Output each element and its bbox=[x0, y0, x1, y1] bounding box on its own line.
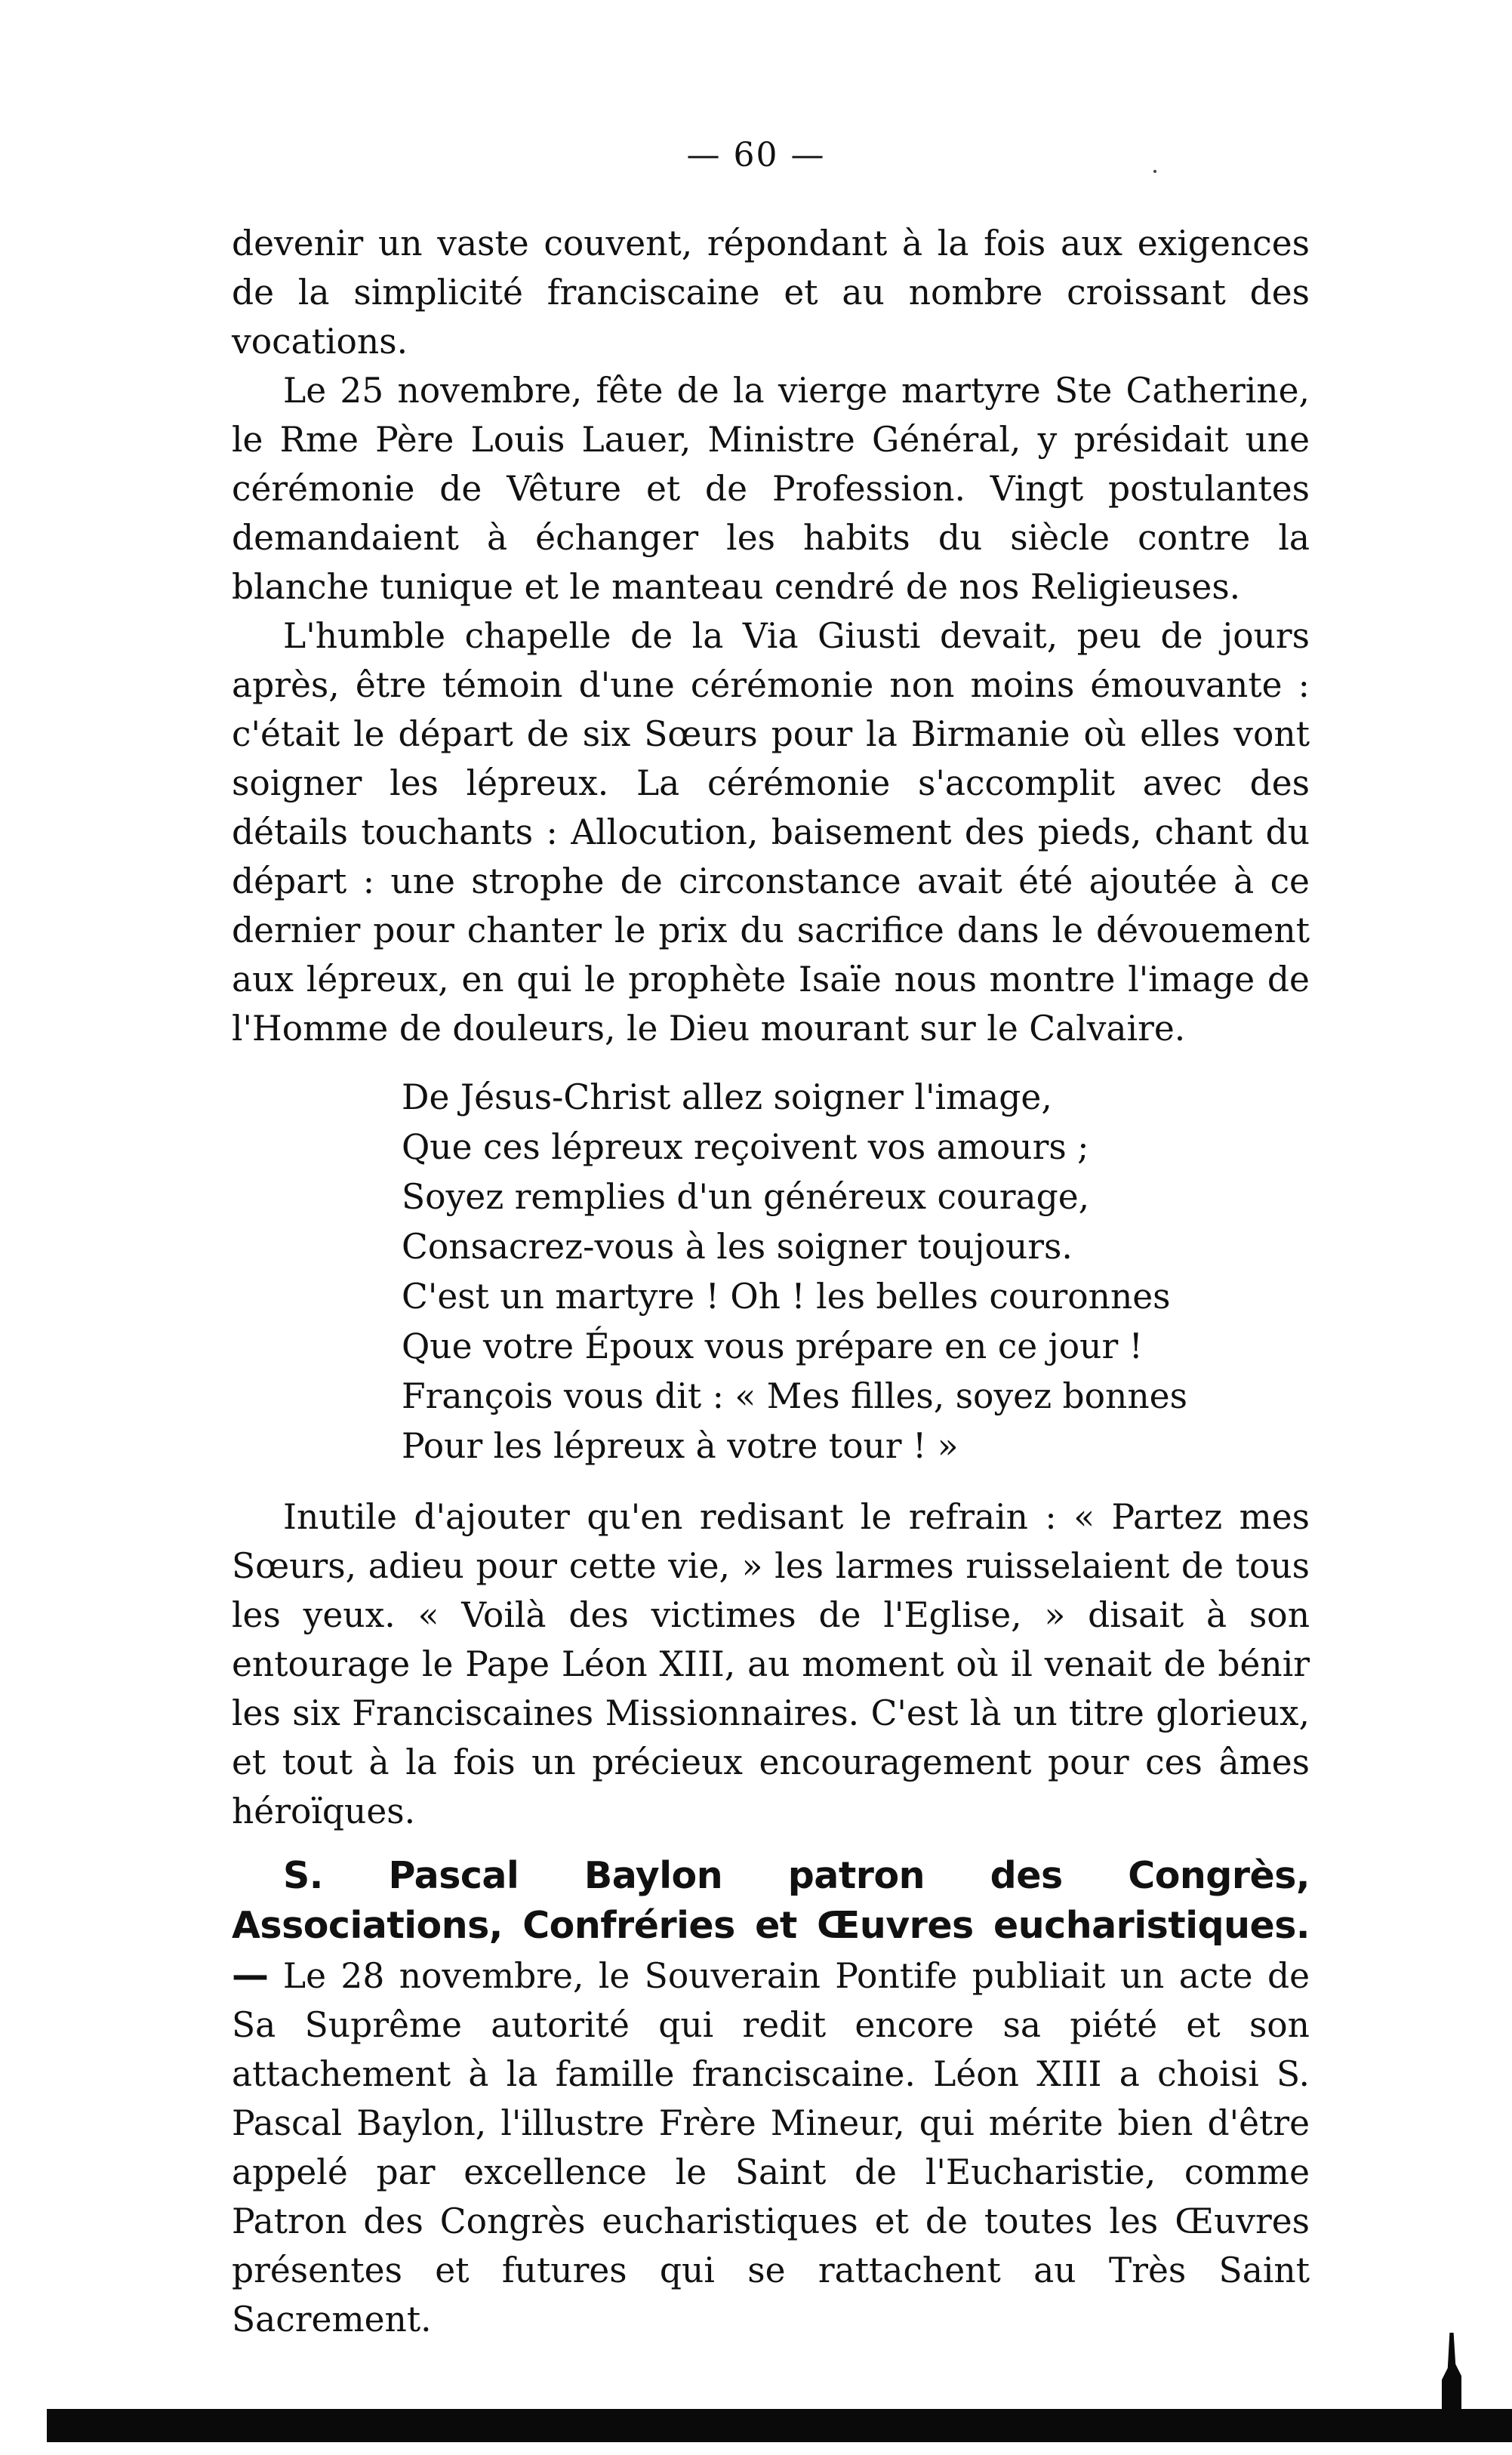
section-text: Le 28 novembre, le Souverain Pontife publiait un acte de Sa Suprême autorité qui redit encore sa piété et son attachement à la famille franciscaine. Léon XIII a choisi S. Pascal Baylon, l'illustre Frère Mineur, qui mérite bien d'être appelé par excellence le Saint de l'Eucharistie, comme Patron des Congrès eucharistiques et de toutes les Œuvres présentes et futures qui se rattachent au Très Saint Sacrement. bbox=[232, 1956, 1310, 2339]
verse-line-6: Que votre Époux vous prépare en ce jour ! bbox=[402, 1326, 1143, 1366]
verse-line-3: Soyez remplies d'un généreux courage, bbox=[402, 1177, 1090, 1217]
paragraph-2: Le 25 novembre, fête de la vierge martyre Ste Catherine, le Rme Père Louis Lauer, Ministre Général, y présidait une cérémonie de Vêture et de Profession. Vingt postulantes demandaient à échanger les habits du siècle contre la blanche tunique et le manteau cendré de nos Religieuses. bbox=[232, 371, 1310, 607]
verse-line-8: Pour les lépreux à votre tour ! » bbox=[402, 1426, 959, 1466]
verse-line-4: Consacrez-vous à les soigner toujours. bbox=[402, 1227, 1073, 1267]
section-paragraph bbox=[232, 1851, 1310, 2344]
verse-line-2: Que ces lépreux reçoivent vos amours ; bbox=[402, 1127, 1089, 1167]
hymn-stanza bbox=[402, 1073, 1310, 1471]
body-text bbox=[232, 219, 1310, 2344]
section-heading: S. Pascal Baylon patron des Congrès, Associations, Confréries et Œuvres eucharistiques.— bbox=[232, 1854, 1310, 1997]
verse-line-5: C'est un martyre ! Oh ! les belles couronnes bbox=[402, 1277, 1171, 1317]
verse-line-1: De Jésus-Christ allez soigner l'image, bbox=[402, 1077, 1052, 1117]
page-number: — 60 — bbox=[686, 136, 826, 174]
paragraph-after-verse: Inutile d'ajouter qu'en redisant le refrain : « Partez mes Sœurs, adieu pour cette vie, » les larmes ruisselaient de tous les yeux. « Voilà des victimes de l'Eglise, » disait à son entourage le Pape Léon XIII, au moment où il venait de bénir les six Franciscaines Missionnaires. C'est là un titre glorieux, et tout à la fois un précieux encouragement pour ces âmes héroïques. bbox=[232, 1497, 1310, 1831]
paragraph-3: L'humble chapelle de la Via Giusti devait, peu de jours après, être témoin d'une cérémonie non moins émouvante : c'était le départ de six Sœurs pour la Birmanie où elles vont soigner les lépreux. La cérémonie s'accomplit avec des détails touchants : Allocution, baisement des pieds, chant du départ : une strophe de circonstance avait été ajoutée à ce dernier pour chanter le prix du sacrifice dans le dévouement aux lépreux, en qui le prophète Isaïe nous montre l'image de l'Homme de douleurs, le Dieu mourant sur le Calvaire. bbox=[232, 616, 1310, 1049]
paragraph-1: devenir un vaste couvent, répondant à la fois aux exigences de la simplicité franciscaine et au nombre croissant des vocations. bbox=[232, 223, 1310, 362]
section-gap bbox=[232, 1836, 1310, 1851]
scan-bottom-bar bbox=[47, 2409, 1512, 2442]
scan-clip-mark bbox=[1442, 2333, 1461, 2411]
verse-line-7: François vous dit : « Mes filles, soyez bonnes bbox=[402, 1376, 1187, 1416]
